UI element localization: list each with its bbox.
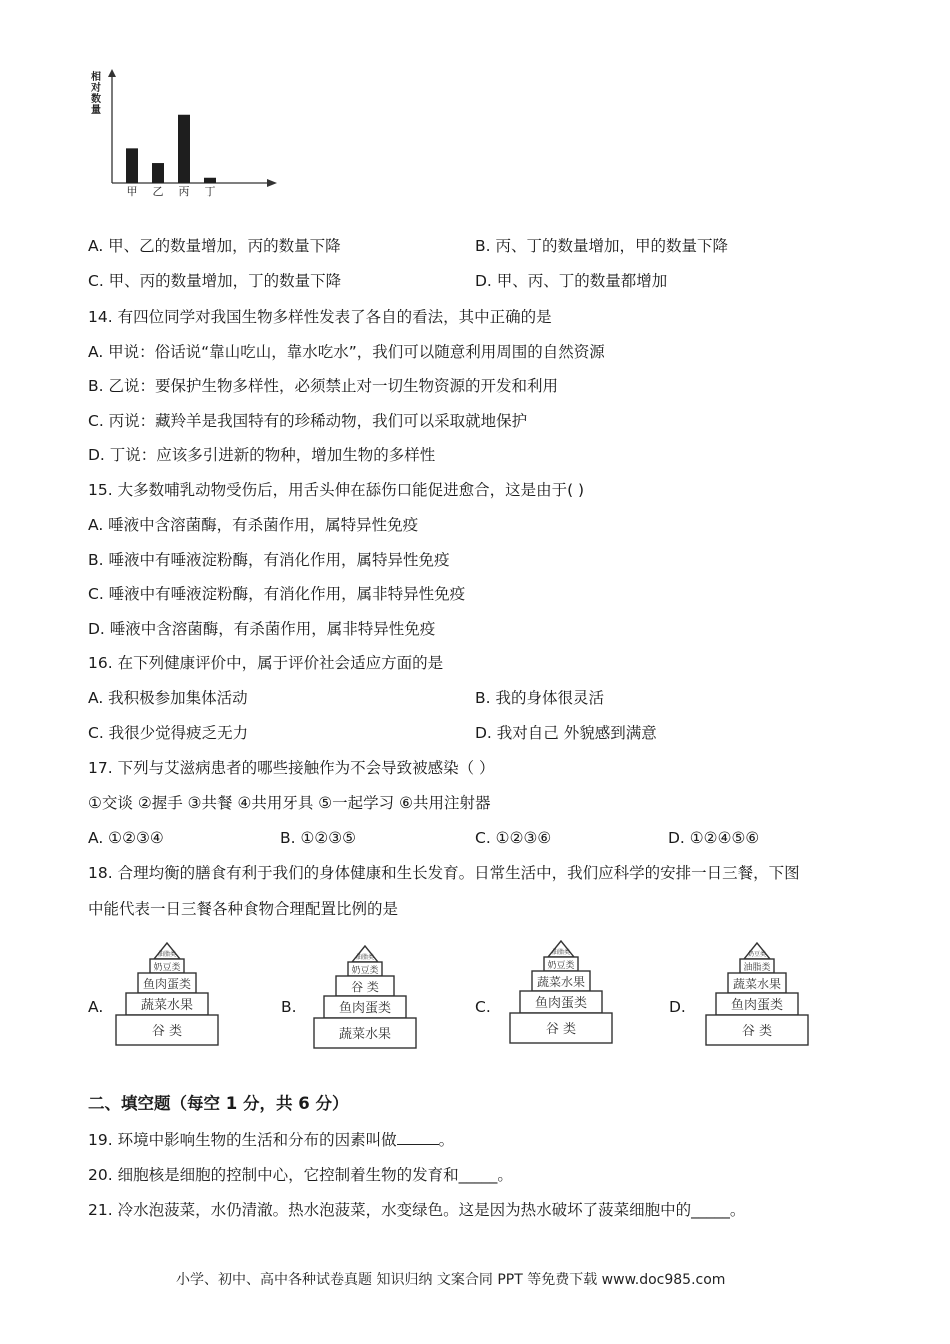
pyramid-d-tier-2: 油脂类 (743, 963, 771, 973)
q18-pyramid-b-letter: B. (281, 998, 297, 1016)
pyramid-b-tier-3: 谷 类 (351, 980, 379, 994)
q21: 21. 冷水泡菠菜，水仍清澈。热水泡菠菜，水变绿色。这是因为热水破坏了菠菜细胞中的_____。 (88, 1201, 746, 1219)
q14-option-c: C. 丙说：藏羚羊是我国特有的珍稀动物，我们可以采取就地保护 (88, 412, 528, 430)
q16-stem: 16. 在下列健康评价中，属于评价社会适应方面的是 (88, 654, 444, 672)
q15-option-b: B. 唾液中有唾液淀粉酶，有消化作用，属特异性免疫 (88, 551, 450, 569)
pyramid-b-tier-1: 油脂类 (355, 954, 375, 961)
y-axis-arrow (108, 69, 116, 77)
q18-pyramid-a-letter: A. (88, 998, 104, 1016)
pyramid-c-tier-4: 鱼肉蛋类 (534, 996, 588, 1011)
q18-pyramid-c-letter: C. (475, 998, 491, 1016)
y-axis-label-char: 相 (91, 72, 101, 83)
pyramid-a-tier-2: 奶豆类 (153, 963, 181, 973)
bar-1 (126, 148, 138, 183)
section-2-heading: 二、填空题（每空 1 分，共 6 分） (88, 1094, 349, 1113)
x-tick-label: 丁 (204, 185, 216, 198)
pyramid-b-tier-2: 奶豆类 (351, 966, 379, 976)
q19-text: 19. 环境中影响生物的生活和分布的因素叫做 (88, 1131, 397, 1149)
pyramid-c-tier-1: 油脂类 (551, 949, 571, 956)
bar-2 (152, 163, 164, 183)
page-footer: 小学、初中、高中各种试卷真题 知识归纳 文案合同 PPT 等免费下载 www.doc985.com (176, 1272, 726, 1288)
q18-stem-line2: 中能代表一日三餐各种食物合理配置比例的是 (88, 900, 399, 918)
q14-stem: 14. 有四位同学对我国生物多样性发表了各自的看法，其中正确的是 (88, 308, 552, 326)
q17-option-c: C. ①②③⑥ (475, 829, 552, 847)
food-pyramid-d (704, 940, 810, 1056)
q17-option-b: B. ①②③⑤ (280, 829, 357, 847)
q19 (88, 1129, 454, 1151)
q15-option-d: D. 唾液中含溶菌酶，有杀菌作用，属非特异性免疫 (88, 620, 436, 638)
pyramid-b-tier-4: 鱼肉蛋类 (338, 1001, 392, 1016)
food-pyramid-b (312, 943, 418, 1059)
q18-stem-line1: 18. 合理均衡的膳食有利于我们的身体健康和生长发育。日常生活中，我们应科学的安排一日三餐，下图 (88, 864, 800, 882)
q13-option-a: A. 甲、乙的数量增加，丙的数量下降 (88, 237, 341, 255)
food-pyramid-a (114, 940, 220, 1056)
q16-option-c: C. 我很少觉得疲乏无力 (88, 724, 249, 742)
pyramid-c-tier-2: 奶豆类 (547, 961, 575, 971)
q17-items: ①交谈 ②握手 ③共餐 ④共用牙具 ⑤一起学习 ⑥共用注射器 (88, 794, 491, 812)
pyramid-c-tier-3: 蔬菜水果 (536, 975, 586, 989)
q15-stem: 15. 大多数哺乳动物受伤后，用舌头伸在舔伤口能促进愈合，这是由于( ) (88, 481, 585, 499)
q13-option-b: B. 丙、丁的数量增加，甲的数量下降 (475, 237, 728, 255)
q17-stem: 17. 下列与艾滋病患者的哪些接触作为不会导致被感染（ ） (88, 759, 495, 777)
pyramid-d-tier-1: 奶豆类 (747, 951, 767, 958)
q15-option-a: A. 唾液中含溶菌酶，有杀菌作用，属特异性免疫 (88, 516, 419, 534)
q15-option-c: C. 唾液中有唾液淀粉酶，有消化作用，属非特异性免疫 (88, 585, 466, 603)
q13-option-d: D. 甲、丙、丁的数量都增加 (475, 272, 668, 290)
y-axis-label-char: 量 (91, 105, 101, 116)
food-pyramid-c (508, 938, 614, 1054)
q17-option-d: D. ①②④⑤⑥ (668, 829, 760, 847)
bar-3 (178, 115, 190, 183)
y-axis-label-char: 数 (91, 94, 101, 105)
bar-chart (85, 68, 285, 203)
pyramid-a-tier-3: 鱼肉蛋类 (142, 977, 192, 991)
q19-end: 。 (438, 1131, 455, 1149)
y-axis-label-char: 对 (91, 83, 101, 94)
q20: 20. 细胞核是细胞的控制中心，它控制着生物的发育和_____。 (88, 1166, 513, 1184)
pyramid-a-tier-1: 油脂类 (157, 951, 177, 958)
pyramid-d-tier-4: 鱼肉蛋类 (730, 998, 784, 1013)
q16-option-b: B. 我的身体很灵活 (475, 689, 604, 707)
x-axis-arrow (267, 179, 277, 187)
x-tick-label: 乙 (152, 185, 164, 198)
q14-option-d: D. 丁说：应该多引进新的物种，增加生物的多样性 (88, 446, 436, 464)
q19-blank (397, 1130, 439, 1145)
pyramid-c-tier-5: 谷 类 (545, 1022, 577, 1037)
pyramid-a-tier-4: 蔬菜水果 (140, 998, 194, 1013)
q17-option-a: A. ①②③④ (88, 829, 164, 847)
pyramid-b-tier-5: 蔬菜水果 (338, 1027, 392, 1042)
q14-option-a: A. 甲说：俗话说“靠山吃山，靠水吃水”，我们可以随意利用周围的自然资源 (88, 343, 605, 361)
bar-4 (204, 178, 216, 183)
q14-option-b: B. 乙说：要保护生物多样性，必须禁止对一切生物资源的开发和利用 (88, 377, 558, 395)
q13-option-c: C. 甲、丙的数量增加，丁的数量下降 (88, 272, 342, 290)
q16-option-d: D. 我对自己 外貌感到满意 (475, 724, 657, 742)
pyramid-d-tier-5: 谷 类 (741, 1024, 773, 1039)
pyramid-d-tier-3: 蔬菜水果 (732, 977, 782, 991)
x-tick-label: 丙 (178, 185, 190, 198)
q18-pyramid-d-letter: D. (669, 998, 686, 1016)
q16-option-a: A. 我积极参加集体活动 (88, 689, 248, 707)
x-tick-label: 甲 (126, 185, 138, 198)
pyramid-a-tier-5: 谷 类 (151, 1024, 183, 1039)
